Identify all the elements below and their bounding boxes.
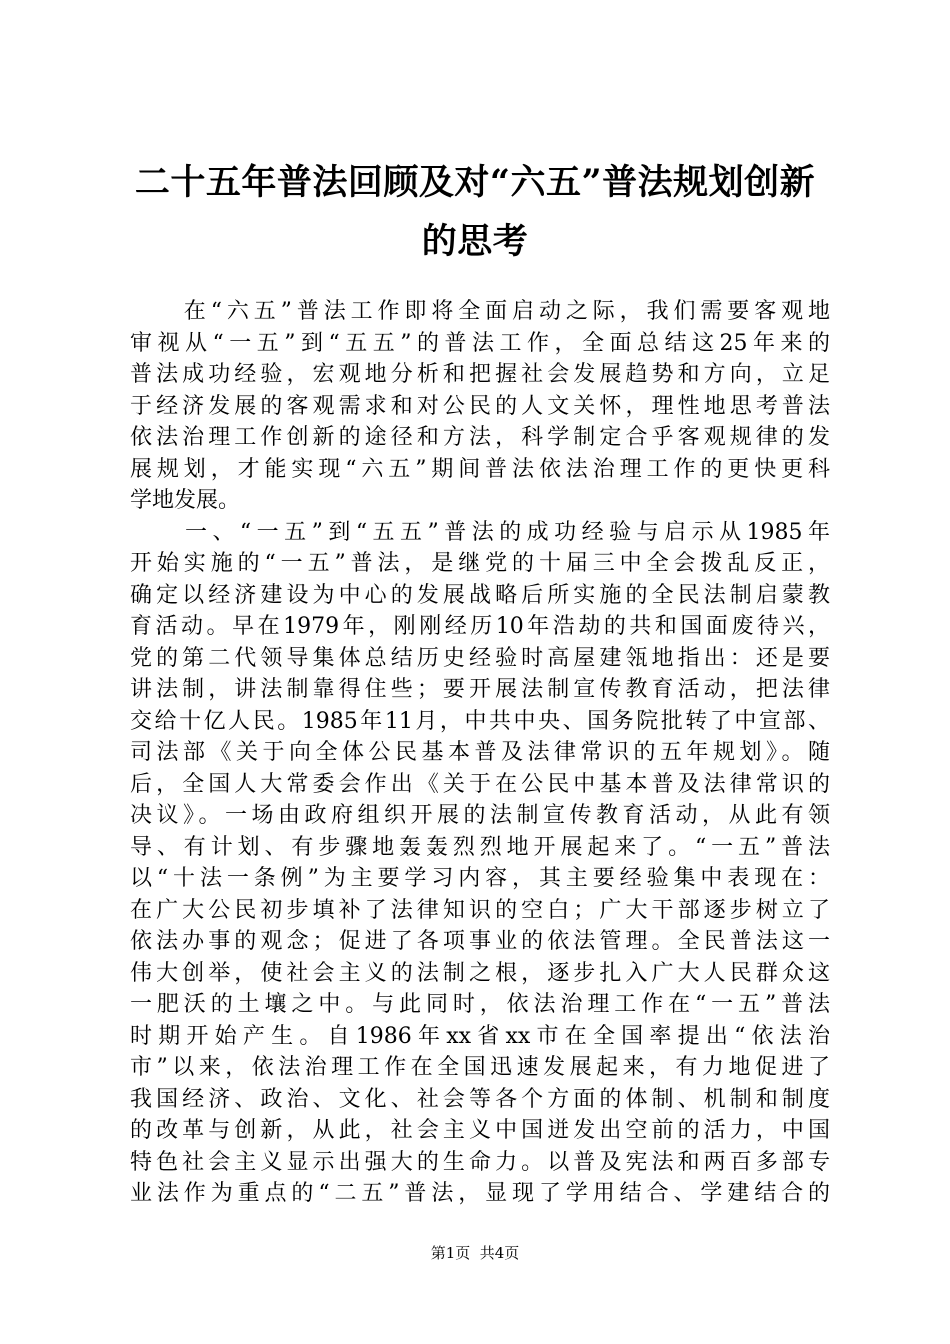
body-line: 于经济发展的客观需求和对公民的人文关怀，理性地思考普法	[130, 393, 830, 419]
body-line: 依法治理工作创新的途径和方法，科学制定合乎客观规律的发	[130, 425, 830, 450]
body-line: 开始实施的“一五”普法，是继党的十届三中全会拨乱反正，	[130, 551, 830, 576]
body-line: 展规划，才能实现“六五”期间普法依法治理工作的更快更科	[130, 456, 830, 482]
document-body	[130, 296, 830, 1210]
body-line: 市”以来，依法治理工作在全国迅速发展起来，有力地促进了	[130, 1055, 830, 1080]
body-line: 交给十亿人民。1985年11月，中共中央、国务院批转了中宣部、	[130, 708, 830, 734]
body-line: 我国经济、政治、文化、社会等各个方面的体制、机制和制度	[130, 1086, 830, 1112]
document-title-line-1: 二十五年普法回顾及对“六五”普法规划创新	[134, 162, 816, 203]
body-line: 业法作为重点的“二五”普法，显现了学用结合、学建结合的	[130, 1181, 830, 1206]
body-line: 党的第二代领导集体总结历史经验时高屋建瓴地指出：还是要	[130, 645, 830, 671]
body-line: 在“六五”普法工作即将全面启动之际，我们需要客观地	[130, 299, 830, 324]
body-line: 特色社会主义显示出强大的生命力。以普及宪法和两百多部专	[130, 1149, 830, 1175]
body-line: 讲法制，讲法制靠得住些；要开展法制宣传教育活动，把法律	[130, 677, 830, 702]
document-title-line-2: 的思考	[421, 221, 529, 262]
body-line: 一、“一五”到“五五”普法的成功经验与启示从1985年	[130, 519, 830, 545]
body-line: 导、有计划、有步骤地轰轰烈烈地开展起来了。“一五”普法	[130, 834, 830, 860]
body-line: 确定以经济建设为中心的发展战略后所实施的全民法制启蒙教	[130, 582, 830, 608]
body-line: 在广大公民初步填补了法律知识的空白；广大干部逐步树立了	[130, 897, 830, 923]
body-line: 后，全国人大常委会作出《关于在公民中基本普及法律常识的	[130, 771, 830, 797]
body-line: 以“十法一条例”为主要学习内容，其主要经验集中表现在：	[130, 866, 830, 891]
body-line: 育活动。早在1979年，刚刚经历10年浩劫的共和国面废待兴，	[130, 614, 830, 639]
body-line: 司法部《关于向全体公民基本普及法律常识的五年规划》。随	[130, 740, 830, 765]
body-line: 普法成功经验，宏观地分析和把握社会发展趋势和方向，立足	[130, 362, 830, 387]
body-line: 时期开始产生。自1986年xx省xx市在全国率提出“依法治	[130, 1023, 830, 1049]
page-footer: 第1页 共4页	[430, 1244, 520, 1262]
body-line: 审视从“一五”到“五五”的普法工作，全面总结这25年来的	[130, 330, 830, 356]
body-line: 伟大创举，使社会主义的法制之根，逐步扎入广大人民群众这	[130, 960, 830, 986]
body-line: 学地发展。	[130, 488, 241, 513]
body-line: 决议》。一场由政府组织开展的法制宣传教育活动，从此有领	[130, 803, 830, 828]
body-line: 一肥沃的土壤之中。与此同时，依法治理工作在“一五”普法	[130, 992, 830, 1017]
body-line: 的改革与创新，从此，社会主义中国迸发出空前的活力，中国	[130, 1118, 830, 1143]
body-line: 依法办事的观念；促进了各项事业的依法管理。全民普法这一	[130, 929, 830, 954]
